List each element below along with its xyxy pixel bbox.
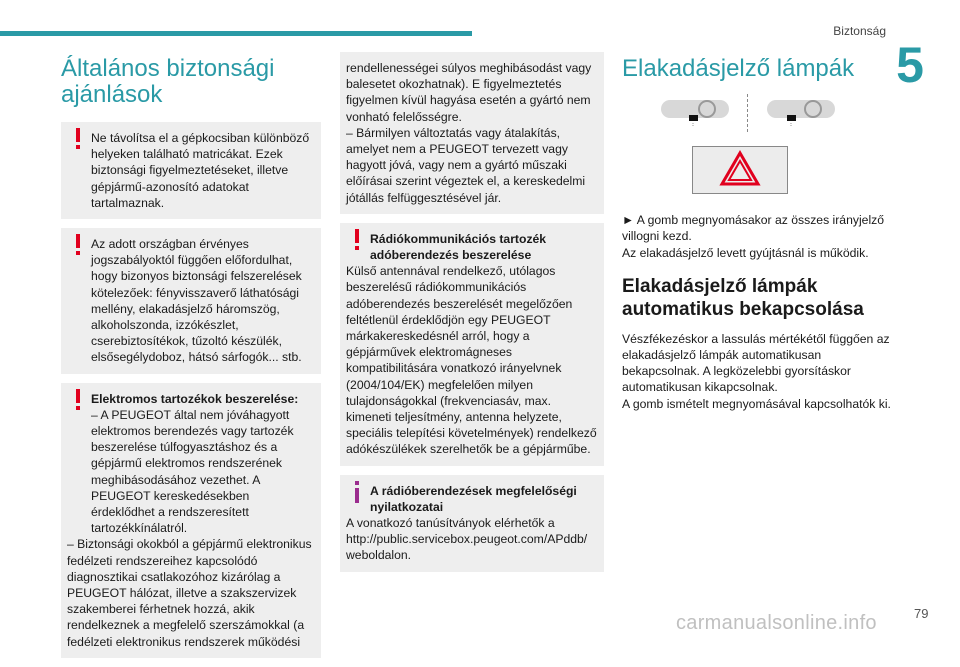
warning-title: Rádiókommunikációs tartozék adóberendezés beszerelése: [370, 231, 547, 263]
warning-box: [340, 223, 604, 466]
dashboard-illustration: [648, 98, 848, 132]
warning-box: [61, 122, 321, 219]
subsection-title: Elakadásjelző lámpák automatikus bekapcsolása: [622, 275, 864, 320]
info-text: A vonatkozó tanúsítványok elérhetők a http://public.servicebox.peugeot.com/APddb/ weboldalon.: [346, 516, 588, 563]
info-box: [340, 475, 604, 572]
info-icon: [350, 481, 364, 503]
column-1: [61, 56, 321, 667]
warning-box: [61, 383, 321, 658]
warning-box-continued: [340, 52, 604, 214]
warning-text: Ne távolítsa el a gépkocsiban különböző helyeken található matricákat. Ezek biztonsági figyelmeztetéseket, illetve gépjármű-azonosító adatokat tartalmaznak.: [91, 131, 310, 210]
chapter-number: 5: [896, 37, 924, 93]
body-text: A gomb ismételt megnyomásával kapcsolhatók ki.: [622, 396, 891, 411]
section-title: Elakadásjelző lámpák: [622, 55, 855, 82]
section-label: Biztonság: [833, 24, 886, 38]
section-title: Általános biztonsági ajánlások: [61, 55, 275, 108]
body-text: Vészfékezéskor a lassulás mértékétől függően az elakadásjelző lámpák automatikusan bekapcsolnak. A legközelebbi gyorsításkor automatikusan kikapcsolnak.: [622, 331, 890, 395]
info-title: A rádióberendezések megfelelőségi nyilatkozatai: [370, 483, 577, 514]
warning-title: Elektromos tartozékok beszerelése:: [91, 391, 299, 406]
warning-text: – A PEUGEOT által nem jóváhagyott elektromos berendezés vagy tartozék beszerelése túlfogyasztáshoz és a gépjármű elektromos rendszerének meghibásodásához vezethet. A PEUGEOT kereskedésekben érdeklődhet a rendszeresített tartozékkínálatról.: [91, 407, 294, 536]
hazard-triangle-icon: [692, 146, 788, 194]
warning-icon: [350, 229, 364, 251]
warning-icon: [71, 389, 85, 411]
watermark: carmanualsonline.info: [676, 612, 877, 634]
warning-text: Az adott országban érvényes jogszabályoktól függően előfordulhat, hogy bizonyos biztonsági felszerelések kötelezőek: fényvisszaverő láthatósági mellény, elakadásjelző háromszög, alkoholszonda, izzókészlet, cserebiztosítékok, tűzoltó készülék, elsősegélydoboz, hátsó sárfogók... stb.: [91, 237, 302, 365]
steering-wheel-icon: [767, 98, 835, 128]
warning-text: rendellenességei súlyos meghibásodást vagy balesetet okozhatnak). E figyelmeztetés figyelmen kívül hagyása esetén a gyártó nem vonható felelősségre.: [346, 61, 592, 124]
divider: [747, 94, 749, 132]
steering-wheel-icon: [661, 98, 729, 128]
warning-text: Külső antennával rendelkező, utólagos beszerelésű rádiókommunikációs adóberendezés beszerelését megelőzően feltétlenül érdeklődjön egy PEUGEOT márkakereskedésnél arról, hogy a gépjárművek elektromágneses kompatibilitására vonatkozó irányelvnek (2004/104/EK) megfelelően milyen tulajdonságokkal (frekvenciasáv, max. kimeneti teljesítmény, antenna helyzete, speciális telepítési követelmények) rendelkező adókészülékek szerelhetők be a gépjárműbe.: [346, 264, 597, 457]
body-text: Az elakadásjelző levett gyújtásnál is működik.: [622, 245, 869, 260]
header-accent-bar: [0, 31, 472, 36]
warning-icon: [71, 128, 85, 150]
column-2: [340, 52, 604, 581]
warning-text: – Biztonsági okokból a gépjármű elektronikus fedélzeti rendszereihez kapcsolódó diagnosztikai csatlakozóhoz kizárólag a PEUGEOT hálózat, illetve a szakszervizek szakemberei férhetnek hozzá, akik rendelkeznek a megfelelő szerszámokkal (a fedélzeti elektronikus rendszerek működési: [67, 537, 312, 649]
body-text: ► A gomb megnyomásakor az összes irányjelző villogni kezd.: [622, 213, 885, 244]
warning-text: – Bármilyen változtatás vagy átalakítás, amelyet nem a PEUGEOT tervezett vagy hagyott jóvá, vagy nem a gyártó műszaki előírásai szerint végeztek el, a kereskedelmi jótállás felfüggesztésével jár.: [346, 125, 586, 205]
warning-icon: [71, 234, 85, 256]
column-3: [622, 56, 894, 412]
warning-box: [61, 228, 321, 374]
page-number: 79: [914, 606, 929, 621]
